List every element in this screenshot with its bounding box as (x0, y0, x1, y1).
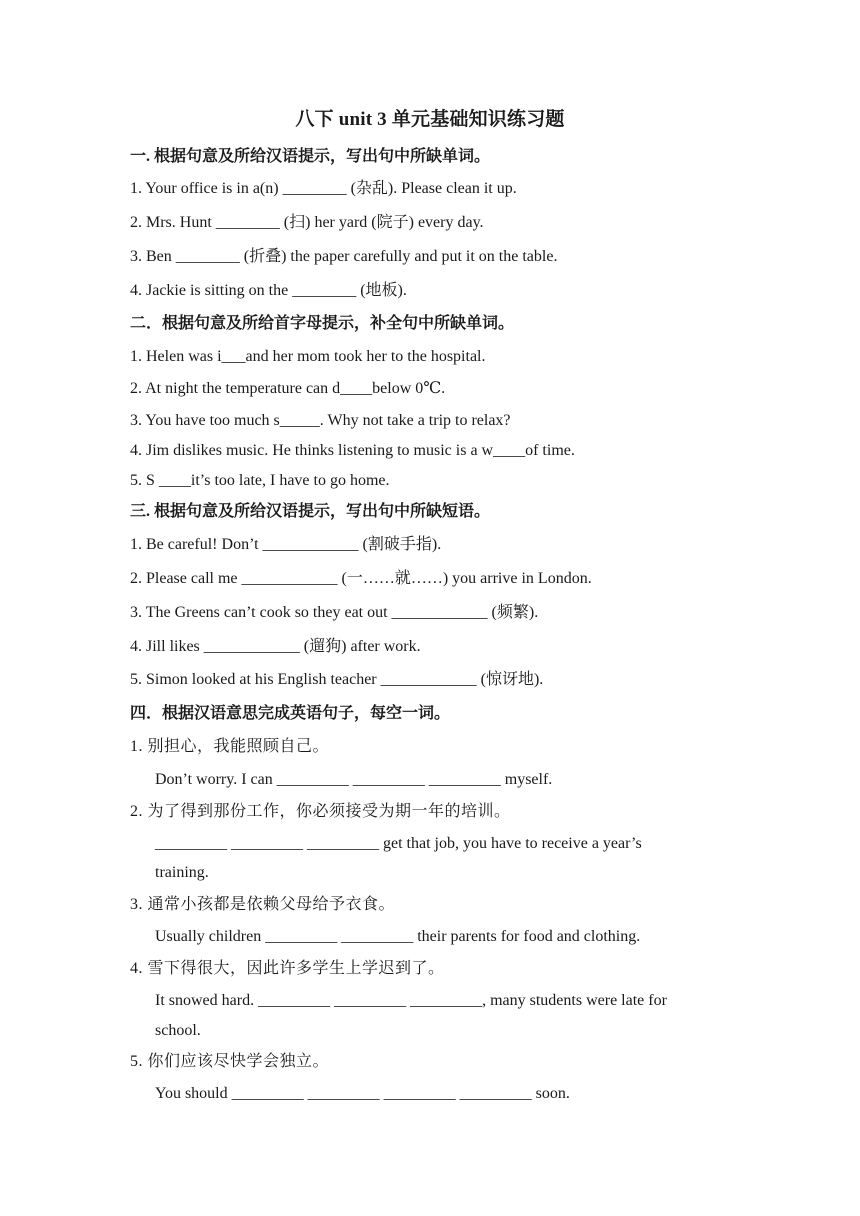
section-4-item-4-chinese: 4. 雪下得很大，因此许多学生上学迟到了。 (130, 960, 445, 977)
section-1-item-2: 2. Mrs. Hunt ________ (扫) her yard (院子) every day. (130, 214, 484, 231)
section-1-item-3: 3. Ben ________ (折叠) the paper carefully and put it on the table. (130, 248, 558, 265)
section-4-item-1-english: Don’t worry. I can _________ _________ _________ myself. (155, 771, 553, 788)
section-3-item-2: 2. Please call me ____________ (一……就……) you arrive in London. (130, 570, 592, 587)
section-4-item-5-chinese: 5. 你们应该尽快学会独立。 (130, 1053, 330, 1070)
section-3-item-5: 5. Simon looked at his English teacher ____________ (惊讶地). (130, 671, 544, 688)
section-4-item-2-english-line-2: training. (155, 864, 209, 881)
section-3-item-4: 4. Jill likes ____________ (遛狗) after work. (130, 638, 421, 655)
section-2-item-2: 2. At night the temperature can d____below 0℃. (130, 380, 446, 397)
section-3-item-3: 3. The Greens can’t cook so they eat out ____________ (频繁). (130, 604, 539, 621)
section-2-item-5: 5. S ____it’s too late, I have to go home. (130, 472, 390, 489)
section-2-item-1: 1. Helen was i___and her mom took her to the hospital. (130, 348, 486, 365)
section-4-item-3-chinese: 3. 通常小孩都是依赖父母给予衣食。 (130, 896, 396, 913)
section-1-item-4: 4. Jackie is sitting on the ________ (地板). (130, 282, 407, 299)
section-4-item-4-english-line-1: It snowed hard. _________ _________ _________, many students were late for (155, 992, 667, 1009)
section-4-item-2-english-line-1: _________ _________ _________ get that job, you have to receive a year’s (155, 835, 642, 852)
section-1-heading: 一. 根据句意及所给汉语提示，写出句中所缺单词。 (130, 148, 491, 165)
page-title: 八下 unit 3 单元基础知识练习题 (295, 109, 565, 130)
section-1-item-1: 1. Your office is in a(n) ________ (杂乱). Please clean it up. (130, 180, 517, 197)
section-4-item-1-chinese: 1. 别担心，我能照顾自己。 (130, 738, 330, 755)
section-2-item-3: 3. You have too much s_____. Why not take a trip to relax? (130, 412, 511, 429)
section-4-heading: 四．根据汉语意思完成英语句子，每空一词。 (130, 705, 451, 722)
section-4-item-4-english-line-2: school. (155, 1022, 201, 1039)
section-4-item-2-chinese: 2. 为了得到那份工作，你必须接受为期一年的培训。 (130, 803, 511, 820)
section-4-item-3-english: Usually children _________ _________ their parents for food and clothing. (155, 928, 641, 945)
section-3-item-1: 1. Be careful! Don’t ____________ (割破手指). (130, 536, 442, 553)
section-2-heading: 二．根据句意及所给首字母提示，补全句中所缺单词。 (130, 315, 515, 332)
section-4-item-5-english: You should _________ _________ _________ _________ soon. (155, 1085, 570, 1102)
section-3-heading: 三. 根据句意及所给汉语提示，写出句中所缺短语。 (130, 503, 491, 520)
section-2-item-4: 4. Jim dislikes music. He thinks listening to music is a w____of time. (130, 442, 575, 459)
